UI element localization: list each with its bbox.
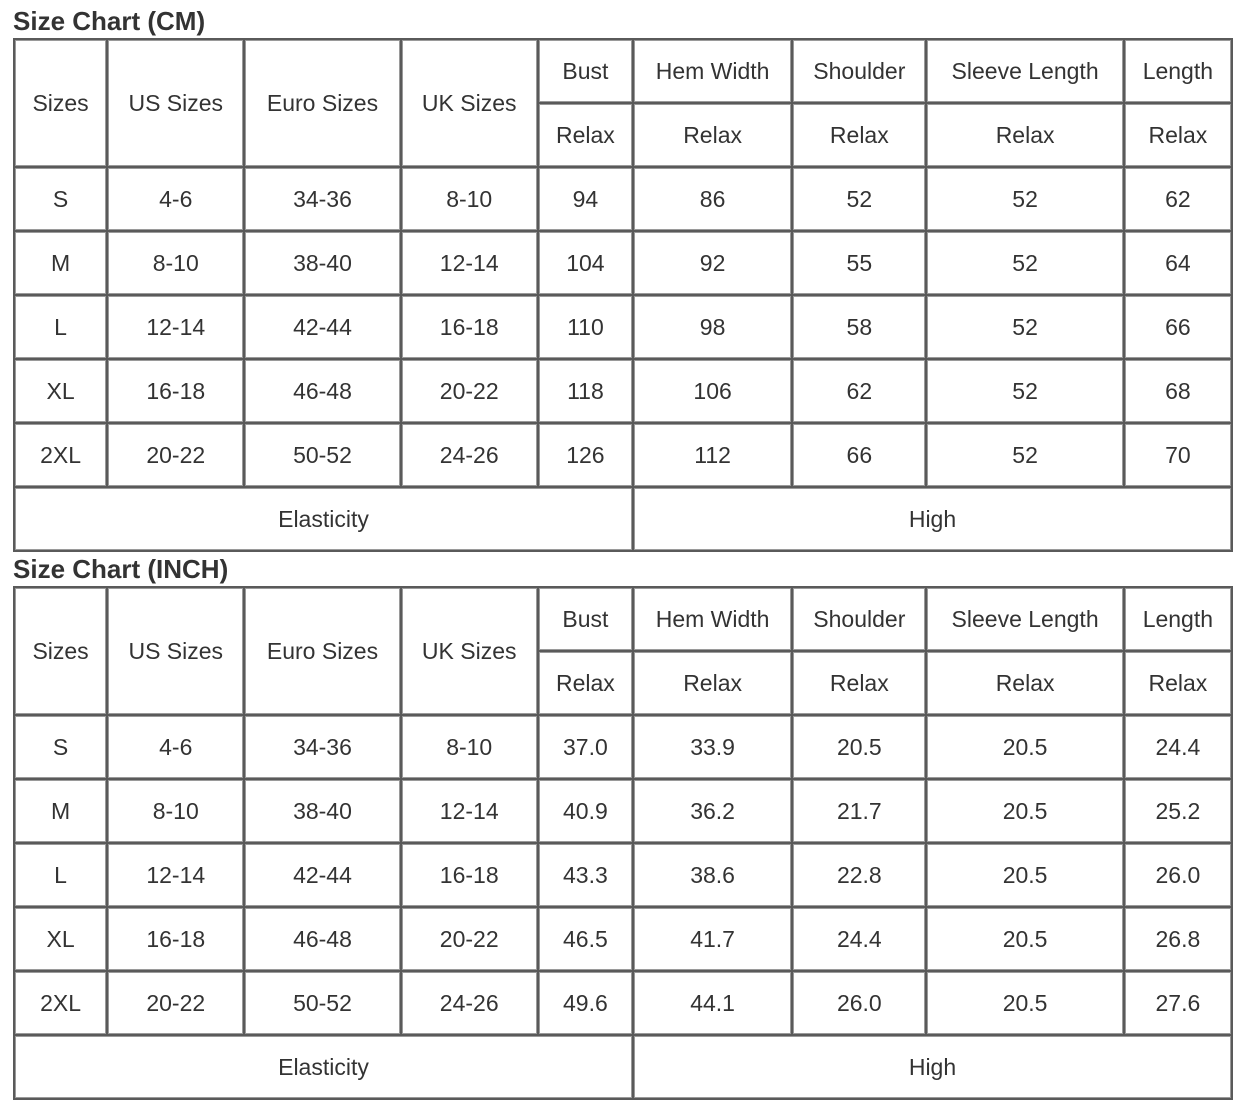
header-uk-sizes: UK Sizes <box>402 40 537 166</box>
cell-bust: 37.0 <box>539 716 632 778</box>
cell-uk-size: 20-22 <box>402 360 537 422</box>
cell-euro-size: 50-52 <box>245 424 399 486</box>
table-row <box>15 780 1231 842</box>
fit-bust: Relax <box>539 652 632 714</box>
header-sizes: Sizes <box>15 40 106 166</box>
header-euro-sizes: Euro Sizes <box>245 40 399 166</box>
cell-hem-width: 44.1 <box>634 972 791 1034</box>
header-euro-sizes: Euro Sizes <box>245 588 399 714</box>
header-shoulder: Shoulder <box>793 588 925 650</box>
cell-euro-size: 34-36 <box>245 716 399 778</box>
elasticity-label: Elasticity <box>15 488 632 550</box>
cell-hem-width: 98 <box>634 296 791 358</box>
cell-euro-size: 34-36 <box>245 168 399 230</box>
table-row <box>15 232 1231 294</box>
header-length: Length <box>1125 588 1231 650</box>
cell-us-size: 8-10 <box>108 232 243 294</box>
elasticity-row <box>15 1036 1231 1098</box>
cell-size: 2XL <box>15 972 106 1034</box>
cell-hem-width: 41.7 <box>634 908 791 970</box>
size-chart-inch-table <box>13 586 1233 1100</box>
cell-uk-size: 12-14 <box>402 232 537 294</box>
cell-length: 70 <box>1125 424 1231 486</box>
cell-length: 24.4 <box>1125 716 1231 778</box>
cell-us-size: 16-18 <box>108 360 243 422</box>
header-sleeve-length: Sleeve Length <box>927 40 1122 102</box>
cell-sleeve-length: 52 <box>927 424 1122 486</box>
cell-shoulder: 26.0 <box>793 972 925 1034</box>
header-row <box>15 588 1231 650</box>
table-row <box>15 424 1231 486</box>
table-row <box>15 844 1231 906</box>
cell-hem-width: 92 <box>634 232 791 294</box>
fit-sleeve-length: Relax <box>927 104 1122 166</box>
cell-sleeve-length: 20.5 <box>927 908 1122 970</box>
cell-us-size: 12-14 <box>108 296 243 358</box>
cell-length: 26.8 <box>1125 908 1231 970</box>
header-sizes: Sizes <box>15 588 106 714</box>
size-chart-inch-title: Size Chart (INCH) <box>13 554 229 584</box>
cell-size: S <box>15 168 106 230</box>
cell-size: M <box>15 780 106 842</box>
cell-shoulder: 20.5 <box>793 716 925 778</box>
header-sleeve-length: Sleeve Length <box>927 588 1122 650</box>
cell-us-size: 8-10 <box>108 780 243 842</box>
cell-bust: 118 <box>539 360 632 422</box>
fit-shoulder: Relax <box>793 104 925 166</box>
cell-length: 25.2 <box>1125 780 1231 842</box>
cell-hem-width: 33.9 <box>634 716 791 778</box>
cell-length: 27.6 <box>1125 972 1231 1034</box>
cell-euro-size: 38-40 <box>245 780 399 842</box>
cell-euro-size: 50-52 <box>245 972 399 1034</box>
cell-size: 2XL <box>15 424 106 486</box>
cell-bust: 110 <box>539 296 632 358</box>
cell-sleeve-length: 52 <box>927 232 1122 294</box>
cell-length: 64 <box>1125 232 1231 294</box>
cell-size: M <box>15 232 106 294</box>
cell-uk-size: 8-10 <box>402 168 537 230</box>
fit-shoulder: Relax <box>793 652 925 714</box>
header-bust: Bust <box>539 588 632 650</box>
fit-sleeve-length: Relax <box>927 652 1122 714</box>
cell-shoulder: 52 <box>793 168 925 230</box>
elasticity-value: High <box>634 488 1231 550</box>
table-row <box>15 360 1231 422</box>
cell-uk-size: 8-10 <box>402 716 537 778</box>
header-us-sizes: US Sizes <box>108 40 243 166</box>
header-hem-width: Hem Width <box>634 588 791 650</box>
cell-length: 68 <box>1125 360 1231 422</box>
header-bust: Bust <box>539 40 632 102</box>
cell-shoulder: 62 <box>793 360 925 422</box>
cell-euro-size: 46-48 <box>245 908 399 970</box>
cell-bust: 49.6 <box>539 972 632 1034</box>
cell-shoulder: 22.8 <box>793 844 925 906</box>
cell-bust: 40.9 <box>539 780 632 842</box>
cell-shoulder: 21.7 <box>793 780 925 842</box>
cell-length: 26.0 <box>1125 844 1231 906</box>
cell-us-size: 16-18 <box>108 908 243 970</box>
fit-hem-width: Relax <box>634 652 791 714</box>
cell-uk-size: 16-18 <box>402 844 537 906</box>
cell-uk-size: 12-14 <box>402 780 537 842</box>
size-chart-cm-table <box>13 38 1233 552</box>
cell-euro-size: 42-44 <box>245 844 399 906</box>
cell-us-size: 20-22 <box>108 424 243 486</box>
cell-us-size: 20-22 <box>108 972 243 1034</box>
cell-bust: 126 <box>539 424 632 486</box>
cell-us-size: 12-14 <box>108 844 243 906</box>
cell-bust: 46.5 <box>539 908 632 970</box>
cell-size: S <box>15 716 106 778</box>
header-uk-sizes: UK Sizes <box>402 588 537 714</box>
header-shoulder: Shoulder <box>793 40 925 102</box>
fit-length: Relax <box>1125 104 1231 166</box>
cell-size: XL <box>15 908 106 970</box>
cell-size: L <box>15 296 106 358</box>
cell-length: 66 <box>1125 296 1231 358</box>
cell-sleeve-length: 20.5 <box>927 716 1122 778</box>
cell-length: 62 <box>1125 168 1231 230</box>
header-row <box>15 40 1231 102</box>
table-row <box>15 908 1231 970</box>
cell-euro-size: 42-44 <box>245 296 399 358</box>
cell-shoulder: 55 <box>793 232 925 294</box>
cell-hem-width: 112 <box>634 424 791 486</box>
header-hem-width: Hem Width <box>634 40 791 102</box>
table-row <box>15 716 1231 778</box>
table-row <box>15 296 1231 358</box>
table-row <box>15 972 1231 1034</box>
cell-sleeve-length: 20.5 <box>927 780 1122 842</box>
header-length: Length <box>1125 40 1231 102</box>
elasticity-row <box>15 488 1231 550</box>
cell-sleeve-length: 52 <box>927 296 1122 358</box>
elasticity-value: High <box>634 1036 1231 1098</box>
cell-hem-width: 36.2 <box>634 780 791 842</box>
cell-euro-size: 38-40 <box>245 232 399 294</box>
cell-uk-size: 24-26 <box>402 424 537 486</box>
elasticity-label: Elasticity <box>15 1036 632 1098</box>
cell-size: L <box>15 844 106 906</box>
cell-sleeve-length: 20.5 <box>927 844 1122 906</box>
cell-sleeve-length: 52 <box>927 168 1122 230</box>
size-chart-cm-title: Size Chart (CM) <box>13 6 206 36</box>
cell-size: XL <box>15 360 106 422</box>
fit-length: Relax <box>1125 652 1231 714</box>
header-us-sizes: US Sizes <box>108 588 243 714</box>
cell-hem-width: 38.6 <box>634 844 791 906</box>
table-row <box>15 168 1231 230</box>
cell-euro-size: 46-48 <box>245 360 399 422</box>
cell-uk-size: 24-26 <box>402 972 537 1034</box>
fit-hem-width: Relax <box>634 104 791 166</box>
cell-shoulder: 58 <box>793 296 925 358</box>
cell-sleeve-length: 20.5 <box>927 972 1122 1034</box>
cell-shoulder: 24.4 <box>793 908 925 970</box>
cell-us-size: 4-6 <box>108 168 243 230</box>
cell-bust: 104 <box>539 232 632 294</box>
fit-bust: Relax <box>539 104 632 166</box>
cell-sleeve-length: 52 <box>927 360 1122 422</box>
cell-us-size: 4-6 <box>108 716 243 778</box>
cell-bust: 94 <box>539 168 632 230</box>
cell-hem-width: 86 <box>634 168 791 230</box>
cell-uk-size: 16-18 <box>402 296 537 358</box>
cell-hem-width: 106 <box>634 360 791 422</box>
cell-shoulder: 66 <box>793 424 925 486</box>
cell-uk-size: 20-22 <box>402 908 537 970</box>
cell-bust: 43.3 <box>539 844 632 906</box>
